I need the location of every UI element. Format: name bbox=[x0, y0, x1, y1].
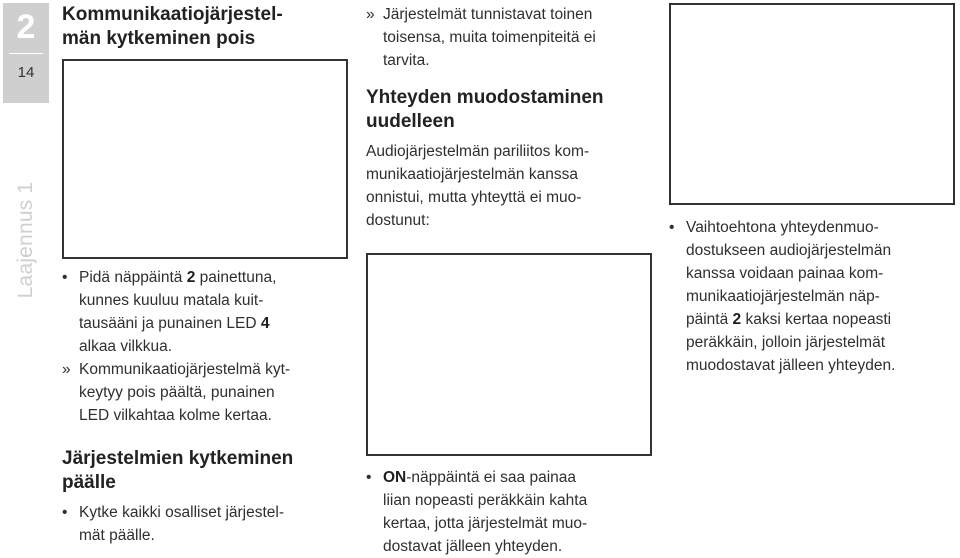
step-text: painettuna, bbox=[195, 269, 277, 286]
bullet: • bbox=[669, 219, 675, 236]
note-text: liian nopeasti peräkkäin kahta bbox=[383, 492, 588, 509]
result-arrow: » bbox=[62, 361, 71, 378]
result-arrow: » bbox=[366, 6, 375, 23]
bullet: • bbox=[62, 269, 68, 286]
tip-text: päintä bbox=[686, 311, 733, 328]
reconnect-description bbox=[366, 140, 589, 232]
step-text: Pidä näppäintä bbox=[79, 269, 187, 286]
section-title-reconnect bbox=[366, 86, 604, 134]
step-text: alkaa vilkkua. bbox=[79, 338, 173, 355]
tip-text: kaksi kertaa nopeasti bbox=[741, 311, 892, 328]
note-text: kertaa, jotta järjestelmät muo- bbox=[383, 515, 588, 532]
paragraph-line: Audiojärjestelmän pariliitos kom- bbox=[366, 143, 590, 160]
tip-text: muodostavat jälleen yhteyden. bbox=[686, 357, 896, 374]
led-key-label: 4 bbox=[260, 315, 270, 332]
illustration-frame bbox=[669, 3, 955, 205]
illustration-frame bbox=[62, 59, 348, 259]
tip-text: munikaatiojärjestelmän näp- bbox=[686, 288, 880, 305]
paragraph-line: munikaatiojärjestelmän kanssa bbox=[366, 166, 578, 183]
chapter-tab bbox=[3, 3, 49, 103]
chapter-divider bbox=[9, 53, 43, 54]
note-text: dostavat jälleen yhteyden. bbox=[383, 538, 563, 555]
step-text: Kytke kaikki osalliset järjestel- bbox=[79, 504, 285, 521]
button-key-label: 2 bbox=[732, 311, 742, 328]
result-text: Järjestelmät tunnistavat toinen bbox=[383, 6, 593, 23]
section-title-turn-on bbox=[62, 447, 293, 495]
tip-text: kanssa voidaan painaa kom- bbox=[686, 265, 884, 282]
section-title-turn-off bbox=[62, 3, 283, 51]
title-line: Yhteyden muodostaminen bbox=[366, 87, 604, 108]
step-press-button-2 bbox=[62, 266, 276, 358]
result-text: keytyy pois päältä, punainen bbox=[79, 384, 275, 401]
result-systems-recognize bbox=[366, 3, 596, 72]
tip-alternative-connection bbox=[669, 216, 895, 377]
button-key-label: ON bbox=[383, 469, 407, 486]
illustration-frame bbox=[366, 253, 652, 456]
result-text: tarvita. bbox=[383, 52, 430, 69]
title-line: Järjestelmien kytkeminen bbox=[62, 448, 294, 469]
bullet: • bbox=[366, 469, 372, 486]
bullet: • bbox=[62, 504, 68, 521]
result-text: Kommunikaatiojärjestelmä kyt- bbox=[79, 361, 291, 378]
side-section-label: Laajennus 1 bbox=[14, 181, 37, 299]
paragraph-line: dostunut: bbox=[366, 212, 430, 229]
chapter-number: 2 bbox=[16, 8, 36, 46]
step-text: mät päälle. bbox=[79, 527, 155, 544]
tip-text: dostukseen audiojärjestelmän bbox=[686, 242, 892, 259]
title-line: män kytkeminen pois bbox=[62, 28, 256, 49]
step-text: tausääni ja punainen LED bbox=[79, 315, 261, 332]
result-text: LED vilkahtaa kolme kertaa. bbox=[79, 407, 272, 424]
step-turn-on-systems bbox=[62, 501, 284, 547]
page-number: 14 bbox=[17, 64, 35, 81]
result-text: toisensa, muita toimenpiteitä ei bbox=[383, 29, 596, 46]
button-key-label: 2 bbox=[186, 269, 196, 286]
note-on-button bbox=[366, 466, 587, 558]
tip-text: Vaihtoehtona yhteydenmuo- bbox=[686, 219, 879, 236]
paragraph-line: onnistui, mutta yhteyttä ei muo- bbox=[366, 189, 582, 206]
note-text: -näppäintä ei saa painaa bbox=[406, 469, 577, 486]
title-line: päälle bbox=[62, 472, 116, 493]
title-line: uudelleen bbox=[366, 111, 455, 132]
title-line: Kommunikaatiojärjestel- bbox=[62, 4, 283, 25]
step-text: kunnes kuuluu matala kuit- bbox=[79, 292, 264, 309]
result-turned-off bbox=[62, 358, 290, 427]
tip-text: peräkkäin, jolloin järjestelmät bbox=[686, 334, 886, 351]
